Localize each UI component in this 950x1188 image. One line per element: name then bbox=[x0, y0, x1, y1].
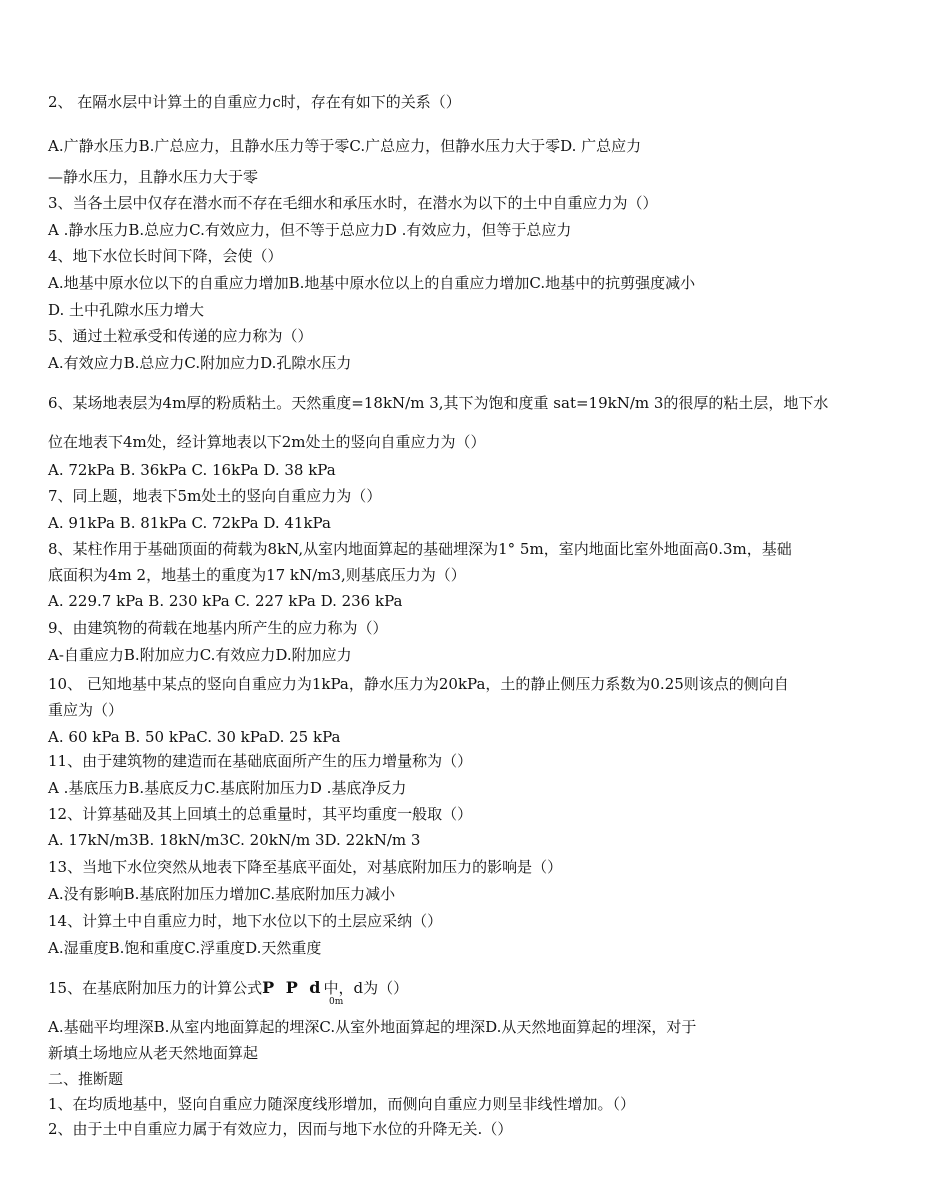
question-8: 8、某柱作用于基础顶面的荷载为8kN,从室内地面算起的基础埋深为1° 5m，室内地面比室外地面高0.3m，基础 bbox=[48, 540, 792, 558]
question-12-options: A. 17kN/m3B. 18kN/m3C. 20kN/m 3D. 22kN/m 3 bbox=[48, 831, 421, 849]
section-heading-true-false: 二、推断题 bbox=[48, 1070, 124, 1088]
question-5-options: A.有效应力B.总应力C.附加应力D.孔隙水压力 bbox=[48, 354, 352, 372]
question-15-formula: P P d bbox=[262, 978, 324, 997]
question-7-options: A. 91kPa B. 81kPa C. 72kPa D. 41kPa bbox=[48, 514, 331, 532]
question-7: 7、同上题，地表下5m处土的竖向自重应力为（） bbox=[48, 487, 382, 505]
question-4-options-cont: D. 土中孔隙水压力增大 bbox=[48, 301, 205, 319]
question-2-options: A.广静水压力B.广总应力，且静水压力等于零C.广总应力，但静水压力大于零D. 广总应力 bbox=[48, 137, 642, 155]
question-14-options: A.湿重度B.饱和重度C.浮重度D.天然重度 bbox=[48, 939, 322, 957]
question-5: 5、通过土粒承受和传递的应力称为（） bbox=[48, 327, 313, 345]
question-4-options: A.地基中原水位以下的自重应力增加B.地基中原水位以上的自重应力增加C.地基中的抗剪强度减小 bbox=[48, 274, 696, 292]
true-false-1: 1、在均质地基中，竖向自重应力随深度线形增加，而侧向自重应力则呈非线性增加。（） bbox=[48, 1095, 636, 1113]
question-2: 2、 在隔水层中计算土的自重应力c时，存在有如下的关系（） bbox=[48, 93, 461, 111]
question-12: 12、计算基础及其上回填土的总重量时，其平均重度一般取（） bbox=[48, 805, 473, 823]
question-15 bbox=[48, 978, 408, 998]
question-14: 14、计算土中自重应力时，地下水位以下的土层应采纳（） bbox=[48, 912, 443, 930]
question-6-cont: 位在地表下4m处，经计算地表以下2m处土的竖向自重应力为（） bbox=[48, 433, 486, 451]
question-3: 3、当各土层中仅存在潜水而不存在毛细水和承压水时，在潜水为以下的土中自重应力为（） bbox=[48, 194, 658, 212]
question-8-options: A. 229.7 kPa B. 230 kPa C. 227 kPa D. 236 kPa bbox=[48, 592, 403, 610]
question-9: 9、由建筑物的荷载在地基内所产生的应力称为（） bbox=[48, 619, 388, 637]
question-11: 11、由于建筑物的建造而在基础底面所产生的压力增量称为（） bbox=[48, 752, 473, 770]
question-10: 10、 已知地基中某点的竖向自重应力为1kPa，静水压力为20kPa，土的静止侧压力系数为0.25则该点的侧向自 bbox=[48, 675, 789, 693]
question-11-options: A .基底压力B.基底反力C.基底附加压力D .基底净反力 bbox=[48, 779, 407, 797]
question-15-prefix: 15、在基底附加压力的计算公式 bbox=[48, 979, 263, 997]
question-8-cont: 底面积为4m 2，地基土的重度为17 kN/m3,则基底压力为（） bbox=[48, 566, 466, 584]
question-15-options-cont: 新填土场地应从老天然地面算起 bbox=[48, 1044, 259, 1062]
question-2-options-cont: —静水压力，且静水压力大于零 bbox=[48, 168, 259, 186]
question-15-formula-subscript: 0m bbox=[329, 997, 344, 1007]
question-9-options: A-自重应力B.附加应力C.有效应力D.附加应力 bbox=[48, 646, 352, 664]
question-10-options: A. 60 kPa B. 50 kPaC. 30 kPaD. 25 kPa bbox=[48, 728, 341, 746]
question-15-options: A.基础平均埋深B.从室内地面算起的埋深C.从室外地面算起的埋深D.从天然地面算起的埋深，对于 bbox=[48, 1018, 697, 1036]
true-false-2: 2、由于土中自重应力属于有效应力，因而与地下水位的升降无关.（） bbox=[48, 1120, 513, 1138]
question-6-options: A. 72kPa B. 36kPa C. 16kPa D. 38 kPa bbox=[48, 461, 336, 479]
question-3-options: A .静水压力B.总应力C.有效应力，但不等于总应力D .有效应力，但等于总应力 bbox=[48, 221, 572, 239]
question-6: 6、某场地表层为4m厚的粉质粘土。天然重度=18kN/m 3,其下为饱和度重 sat=19kN/m 3的很厚的粘土层，地下水 bbox=[48, 394, 829, 412]
question-15-suffix: 中，d为（） bbox=[323, 979, 409, 997]
question-10-cont: 重应为（） bbox=[48, 701, 124, 719]
question-13: 13、当地下水位突然从地表下降至基底平面处，对基底附加压力的影响是（） bbox=[48, 858, 563, 876]
question-4: 4、地下水位长时间下降，会使（） bbox=[48, 247, 283, 265]
question-13-options: A.没有影响B.基底附加压力增加C.基底附加压力减小 bbox=[48, 885, 396, 903]
